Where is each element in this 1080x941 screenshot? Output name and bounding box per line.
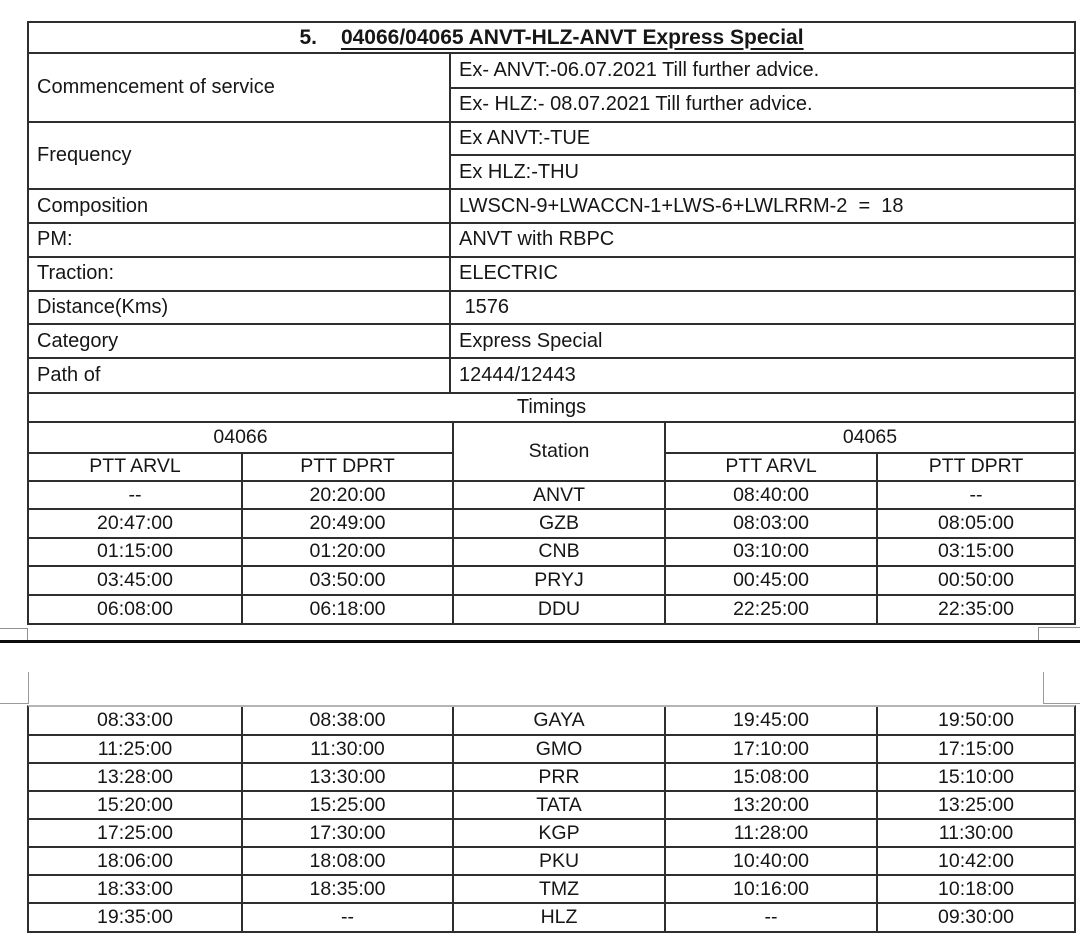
timing-row (29, 595, 1074, 623)
info-row-pm (29, 223, 1074, 257)
info-row-category (29, 324, 1074, 358)
ptt-arvl-04065-cell: 11:28:00 (665, 819, 877, 847)
station-cell: DDU (453, 595, 665, 623)
ptt-arvl-04066-cell: 11:25:00 (29, 735, 242, 763)
ptt-arvl-04066-cell: 15:20:00 (29, 791, 242, 819)
ptt-arvl-04065-cell: -- (665, 903, 877, 931)
info-label-composition: Composition (29, 189, 450, 223)
station-cell: KGP (453, 819, 665, 847)
ptt-dprt-04065-cell: 13:25:00 (877, 791, 1074, 819)
ptt-dprt-04066-cell: 18:08:00 (242, 847, 453, 875)
station-cell: GZB (453, 509, 665, 537)
ptt-arvl-04066-cell: 01:15:00 (29, 538, 242, 566)
ptt-arvl-04066-cell: 18:33:00 (29, 875, 242, 903)
info-value-category: Express Special (450, 324, 1074, 358)
ptt-arvl-04066-cell: 08:33:00 (29, 707, 242, 735)
ptt-dprt-04065-cell: 22:35:00 (877, 595, 1074, 623)
ptt-arvl-04065-cell: 17:10:00 (665, 735, 877, 763)
info-label-traction: Traction: (29, 257, 450, 291)
page-margin-notch-right (1038, 627, 1080, 640)
timing-row (29, 875, 1074, 903)
ptt-arvl-04065-cell: 08:40:00 (665, 481, 877, 509)
ptt-arvl-04066-cell: 19:35:00 (29, 903, 242, 931)
info-label-frequency: Frequency (29, 122, 450, 190)
timing-row (29, 763, 1074, 791)
info-row-frequency (29, 122, 1074, 156)
info-value-frequency-anvt: Ex ANVT:-TUE (450, 122, 1074, 156)
ptt-arvl-04066-cell: 03:45:00 (29, 566, 242, 594)
ptt-arvl-04065-cell: 08:03:00 (665, 509, 877, 537)
ptt-arvl-04066-cell: 17:25:00 (29, 819, 242, 847)
info-row-traction (29, 257, 1074, 291)
col-header-ptt-arvl-04065: PTT ARVL (665, 453, 877, 481)
ptt-arvl-04065-cell: 03:10:00 (665, 538, 877, 566)
timings-table-page2 (29, 707, 1074, 931)
ptt-dprt-04066-cell: 13:30:00 (242, 763, 453, 791)
timing-row (29, 903, 1074, 931)
info-label-pm: PM: (29, 223, 450, 257)
col-header-ptt-dprt-04066: PTT DPRT (242, 453, 453, 481)
ptt-dprt-04066-cell: 20:20:00 (242, 481, 453, 509)
train-numbers-header-row (29, 423, 1074, 453)
ptt-arvl-04065-cell: 10:40:00 (665, 847, 877, 875)
timings-rows-page1 (29, 481, 1074, 623)
timing-row (29, 847, 1074, 875)
ptt-arvl-04065-cell: 22:25:00 (665, 595, 877, 623)
info-label-commencement: Commencement of service (29, 54, 450, 122)
station-cell: GMO (453, 735, 665, 763)
ptt-dprt-04066-cell: -- (242, 903, 453, 931)
station-column-header: Station (453, 423, 665, 481)
ptt-dprt-04065-cell: 03:15:00 (877, 538, 1074, 566)
timings-section-header (29, 392, 1074, 423)
train-number-04065: 04065 (665, 423, 1074, 453)
ptt-dprt-04066-cell: 03:50:00 (242, 566, 453, 594)
train-title: 04066/04065 ANVT-HLZ-ANVT Express Special (340, 25, 804, 49)
station-cell: GAYA (453, 707, 665, 735)
timing-row (29, 819, 1074, 847)
page-break-line (0, 640, 1080, 643)
info-row-path (29, 358, 1074, 392)
ptt-dprt-04065-cell: 00:50:00 (877, 566, 1074, 594)
info-row-distance (29, 291, 1074, 325)
train-schedule-table-page2 (27, 705, 1076, 933)
timing-row (29, 481, 1074, 509)
ptt-dprt-04065-cell: 10:42:00 (877, 847, 1074, 875)
ptt-dprt-04065-cell: 17:15:00 (877, 735, 1074, 763)
table-title (29, 23, 1074, 54)
info-value-distance: 1576 (450, 291, 1074, 325)
timing-row (29, 566, 1074, 594)
ptt-arvl-04065-cell: 19:45:00 (665, 707, 877, 735)
col-header-ptt-arvl-04066: PTT ARVL (29, 453, 242, 481)
info-label-distance: Distance(Kms) (29, 291, 450, 325)
info-value-commencement-hlz: Ex- HLZ:- 08.07.2021 Till further advice. (450, 88, 1074, 122)
info-row-commencement (29, 54, 1074, 88)
ptt-arvl-04066-cell: 18:06:00 (29, 847, 242, 875)
ptt-dprt-04065-cell: -- (877, 481, 1074, 509)
timing-row (29, 735, 1074, 763)
page-margin-corner-right (1043, 672, 1080, 704)
station-cell: PRR (453, 763, 665, 791)
col-header-ptt-dprt-04065: PTT DPRT (877, 453, 1074, 481)
ptt-dprt-04066-cell: 08:38:00 (242, 707, 453, 735)
serial-number: 5. (299, 25, 317, 49)
ptt-arvl-04066-cell: 13:28:00 (29, 763, 242, 791)
ptt-dprt-04066-cell: 18:35:00 (242, 875, 453, 903)
timings-label: Timings (516, 395, 587, 418)
timing-row (29, 707, 1074, 735)
info-value-pm: ANVT with RBPC (450, 223, 1074, 257)
ptt-dprt-04066-cell: 06:18:00 (242, 595, 453, 623)
ptt-arvl-04065-cell: 13:20:00 (665, 791, 877, 819)
train-number-04066: 04066 (29, 423, 453, 453)
service-info-table (29, 54, 1074, 392)
timing-row (29, 538, 1074, 566)
ptt-arvl-04066-cell: 06:08:00 (29, 595, 242, 623)
timing-row (29, 791, 1074, 819)
page-margin-corner-left (0, 672, 29, 704)
info-value-frequency-hlz: Ex HLZ:-THU (450, 155, 1074, 189)
ptt-dprt-04065-cell: 11:30:00 (877, 819, 1074, 847)
ptt-dprt-04065-cell: 15:10:00 (877, 763, 1074, 791)
info-value-traction: ELECTRIC (450, 257, 1074, 291)
timings-table-page1 (29, 423, 1074, 623)
station-cell: HLZ (453, 903, 665, 931)
station-cell: TATA (453, 791, 665, 819)
ptt-arvl-04065-cell: 15:08:00 (665, 763, 877, 791)
train-schedule-table-page1 (27, 21, 1076, 625)
ptt-dprt-04066-cell: 11:30:00 (242, 735, 453, 763)
ptt-arvl-04065-cell: 00:45:00 (665, 566, 877, 594)
station-cell: TMZ (453, 875, 665, 903)
ptt-dprt-04065-cell: 09:30:00 (877, 903, 1074, 931)
info-label-path: Path of (29, 358, 450, 392)
ptt-arvl-04066-cell: -- (29, 481, 242, 509)
station-cell: PKU (453, 847, 665, 875)
info-value-commencement-anvt: Ex- ANVT:-06.07.2021 Till further advice. (450, 54, 1074, 88)
ptt-dprt-04066-cell: 15:25:00 (242, 791, 453, 819)
timing-row (29, 509, 1074, 537)
ptt-dprt-04065-cell: 10:18:00 (877, 875, 1074, 903)
timings-rows-page2 (29, 707, 1074, 931)
ptt-arvl-04065-cell: 10:16:00 (665, 875, 877, 903)
ptt-dprt-04066-cell: 01:20:00 (242, 538, 453, 566)
station-cell: ANVT (453, 481, 665, 509)
ptt-dprt-04066-cell: 20:49:00 (242, 509, 453, 537)
info-value-path: 12444/12443 (450, 358, 1074, 392)
info-row-composition (29, 189, 1074, 223)
station-cell: CNB (453, 538, 665, 566)
ptt-dprt-04065-cell: 19:50:00 (877, 707, 1074, 735)
info-value-composition: LWSCN-9+LWACCN-1+LWS-6+LWLRRM-2 = 18 (450, 189, 1074, 223)
ptt-dprt-04065-cell: 08:05:00 (877, 509, 1074, 537)
station-cell: PRYJ (453, 566, 665, 594)
ptt-dprt-04066-cell: 17:30:00 (242, 819, 453, 847)
info-label-category: Category (29, 324, 450, 358)
ptt-arvl-04066-cell: 20:47:00 (29, 509, 242, 537)
